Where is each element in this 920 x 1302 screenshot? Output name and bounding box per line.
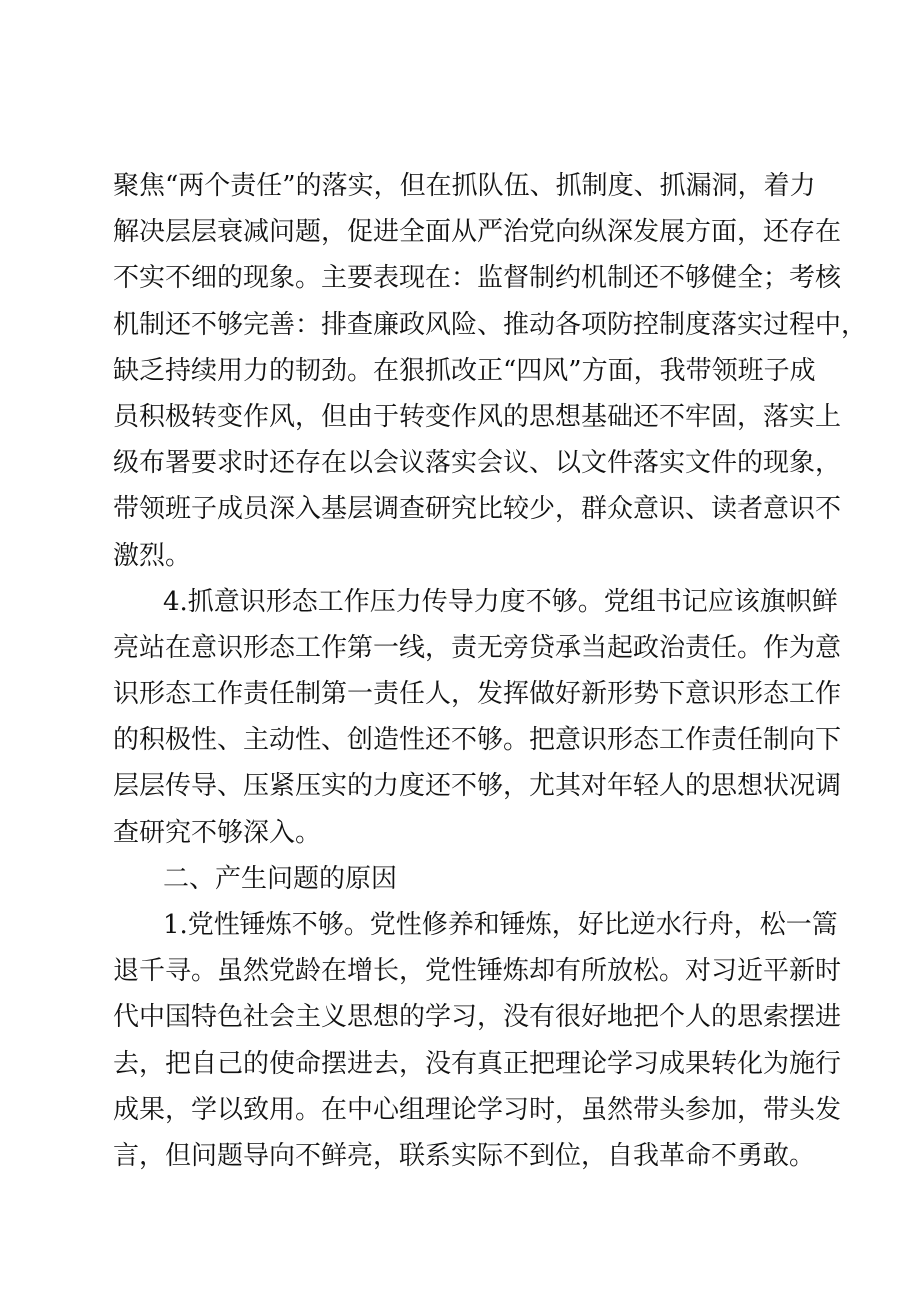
text-line: 查研究不够深入。 [113,817,322,848]
text-line: 员积极转变作风，但由于转变作风的思想基础还不牢固，落实上 [113,401,842,432]
text-line: 不实不细的现象。主要表现在：监督制约机制还不够健全；考核 [113,263,842,294]
text-line: 级布署要求时还存在以会议落实会议、以文件落实文件的现象， [113,448,842,479]
text-line: 去，把自己的使命摆进去，没有真正把理论学习成果转化为施行 [113,1048,842,1079]
text-line: 退千寻。虽然党龄在增长，党性锤炼却有所放松。对习近平新时 [113,956,842,987]
text-line: 4.抓意识形态工作压力传导力度不够。党组书记应该旗帜鲜 [163,586,838,617]
text-line: 层层传导、压紧压实的力度还不够，尤其对年轻人的思想状况调 [113,771,842,802]
text-line: 代中国特色社会主义思想的学习，没有很好地把个人的思索摆进 [113,1002,842,1033]
text-line: 二、产生问题的原因 [163,863,398,894]
text-line: 成果，学以致用。在中心组理论学习时，虽然带头参加，带头发 [113,1094,842,1125]
text-line: 亮站在意识形态工作第一线，责无旁贷承当起政治责任。作为意 [113,632,842,663]
text-line: 识形态工作责任制第一责任人，发挥做好新形势下意识形态工作 [113,679,842,710]
text-line: 言，但问题导向不鲜亮，联系实际不到位，自我革命不勇敢。 [113,1140,816,1171]
text-line: 缺乏持续用力的韧劲。在狠抓改正“四风”方面，我带领班子成 [113,355,816,386]
text-line: 聚焦“两个责任”的落实，但在抓队伍、抓制度、抓漏洞，着力 [113,171,816,201]
text-line: 激烈。 [113,540,192,571]
document-body [113,163,868,1179]
text-line: 机制还不够完善：排查廉政风险、推动各项防控制度落实过程中， [113,309,868,340]
text-line: 1.党性锤炼不够。党性修养和锤炼，好比逆水行舟，松一篙 [163,910,838,940]
text-line: 解决层层衰减问题，促进全面从严治党向纵深发展方面，还存在 [113,217,842,248]
text-line: 带领班子成员深入基层调查研究比较少，群众意识、读者意识不 [113,494,842,525]
text-line: 的积极性、主动性、创造性还不够。把意识形态工作责任制向下 [113,725,842,756]
